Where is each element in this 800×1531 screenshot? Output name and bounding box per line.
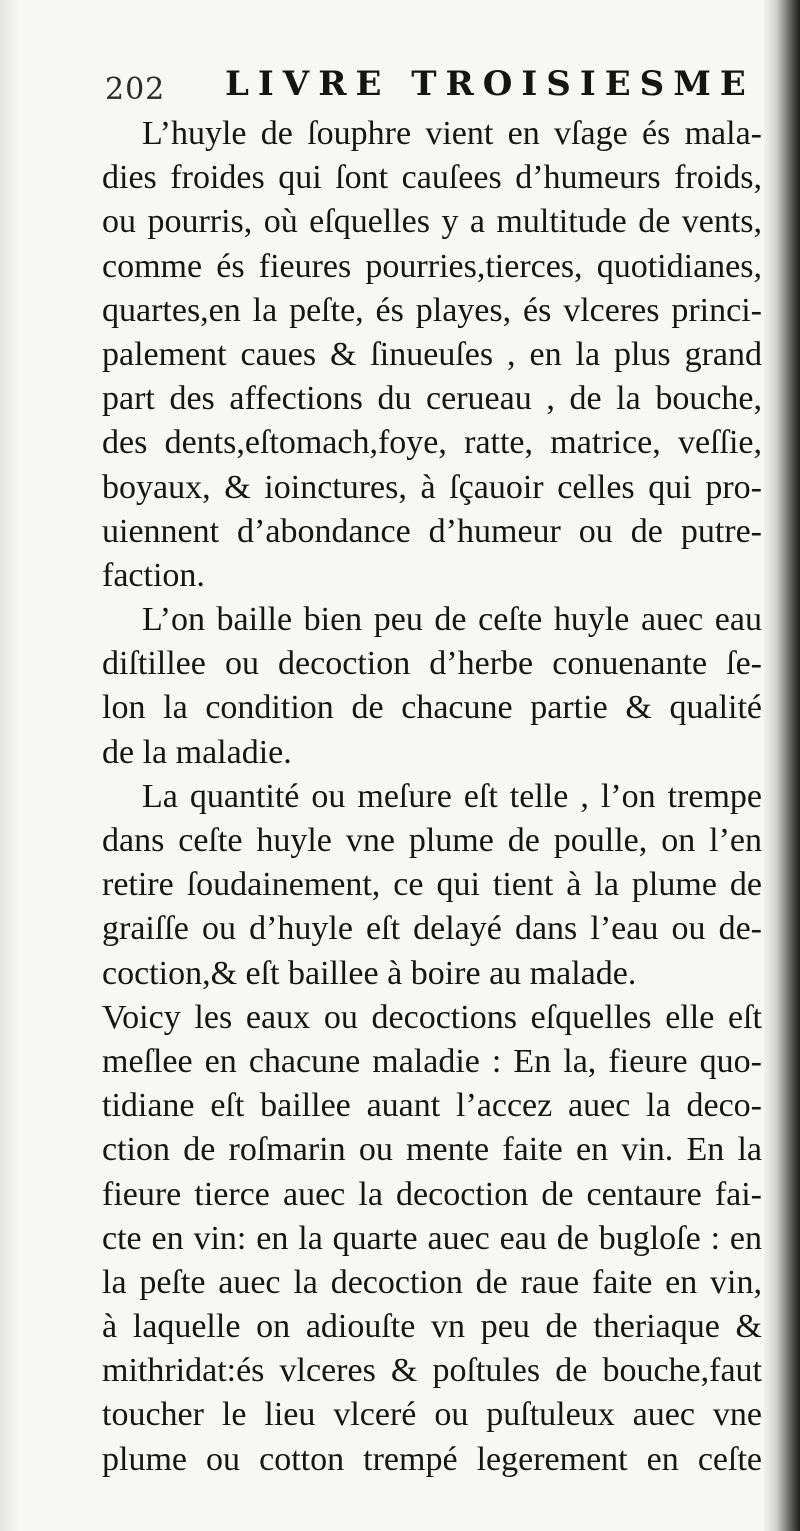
page-number: 202 — [105, 72, 166, 107]
text-line: mithridat:és vlceres & poſtules de bouche,faut — [102, 1352, 762, 1390]
text-line: Voicy les eaux ou decoctions eſquelles elle eſt — [102, 998, 762, 1036]
page-edge-shadow — [764, 0, 800, 1531]
text-line: plume ou cotton trempé legerement en ceſte — [102, 1440, 762, 1478]
paragraph — [102, 775, 762, 996]
text-line: fieure tierce auec la decoction de centaure fai- — [102, 1175, 762, 1213]
text-line: de la maladie. — [102, 733, 292, 771]
text-line: à laquelle on adiouſte vn peu de theriaque & — [102, 1308, 762, 1346]
text-line: palement caues & ſinueuſes , en la plus grand — [102, 335, 762, 373]
text-line: ou pourris, où eſquelles y a multitude de vents, — [102, 203, 762, 241]
text-line: L’huyle de ſouphre vient en vſage és mala- — [142, 115, 762, 152]
text-line: comme és fieures pourries,tierces, quotidianes, — [102, 247, 762, 285]
text-line: quartes,en la peſte, és playes, és vlceres princi- — [102, 291, 762, 329]
text-line: dans ceſte huyle vne plume de poulle, on l’en — [102, 822, 762, 859]
text-line: uiennent d’abondance d’humeur ou de putre- — [102, 512, 762, 550]
text-line: toucher le lieu vlceré ou puſtuleux auec vne — [102, 1396, 762, 1434]
paragraph — [102, 996, 762, 1482]
text-line: diſtillee ou decoction d’herbe conuenante ſe- — [102, 645, 762, 683]
paragraph — [102, 112, 762, 598]
page-header — [105, 58, 755, 110]
text-line: meſlee en chacune maladie : En la, fieure quo- — [102, 1042, 762, 1080]
text-line: cte en vin: en la quarte auec eau de bugloſe : en — [102, 1219, 762, 1257]
text-line: faction. — [102, 556, 205, 594]
running-head: LIVRE TROISIESME — [225, 64, 755, 104]
text-line: des dents,eſtomach,foye, ratte, matrice, veſſie, — [102, 424, 762, 462]
text-line: graiſſe ou d’huyle eſt delayé dans l’eau ou de- — [102, 910, 762, 948]
text-line: ction de roſmarin ou mente faite en vin. En la — [102, 1131, 762, 1169]
text-line: dies froides qui ſont cauſees d’humeurs froids, — [102, 159, 762, 197]
text-line: la peſte auec la decoction de raue faite en vin, — [102, 1263, 762, 1301]
text-line: coction,& eſt baillee à boire au malade. — [102, 954, 637, 992]
text-line: part des affections du cerueau , de la bouche, — [102, 380, 762, 418]
text-line: La quantité ou meſure eſt telle , l’on trempe — [142, 777, 762, 815]
text-line: L’on baille bien peu de ceſte huyle auec eau — [142, 601, 762, 639]
text-line: retire ſoudainement, ce qui tient à la plume de — [102, 866, 762, 904]
body-text — [102, 112, 762, 1482]
text-line: boyaux, & ioinctures, à ſçauoir celles qui pro- — [102, 468, 762, 506]
gutter-shadow — [0, 0, 18, 1531]
text-line: lon la condition de chacune partie & qualité — [102, 689, 762, 727]
text-line: tidiane eſt baillee auant l’accez auec la deco- — [102, 1087, 762, 1125]
paragraph — [102, 598, 762, 775]
